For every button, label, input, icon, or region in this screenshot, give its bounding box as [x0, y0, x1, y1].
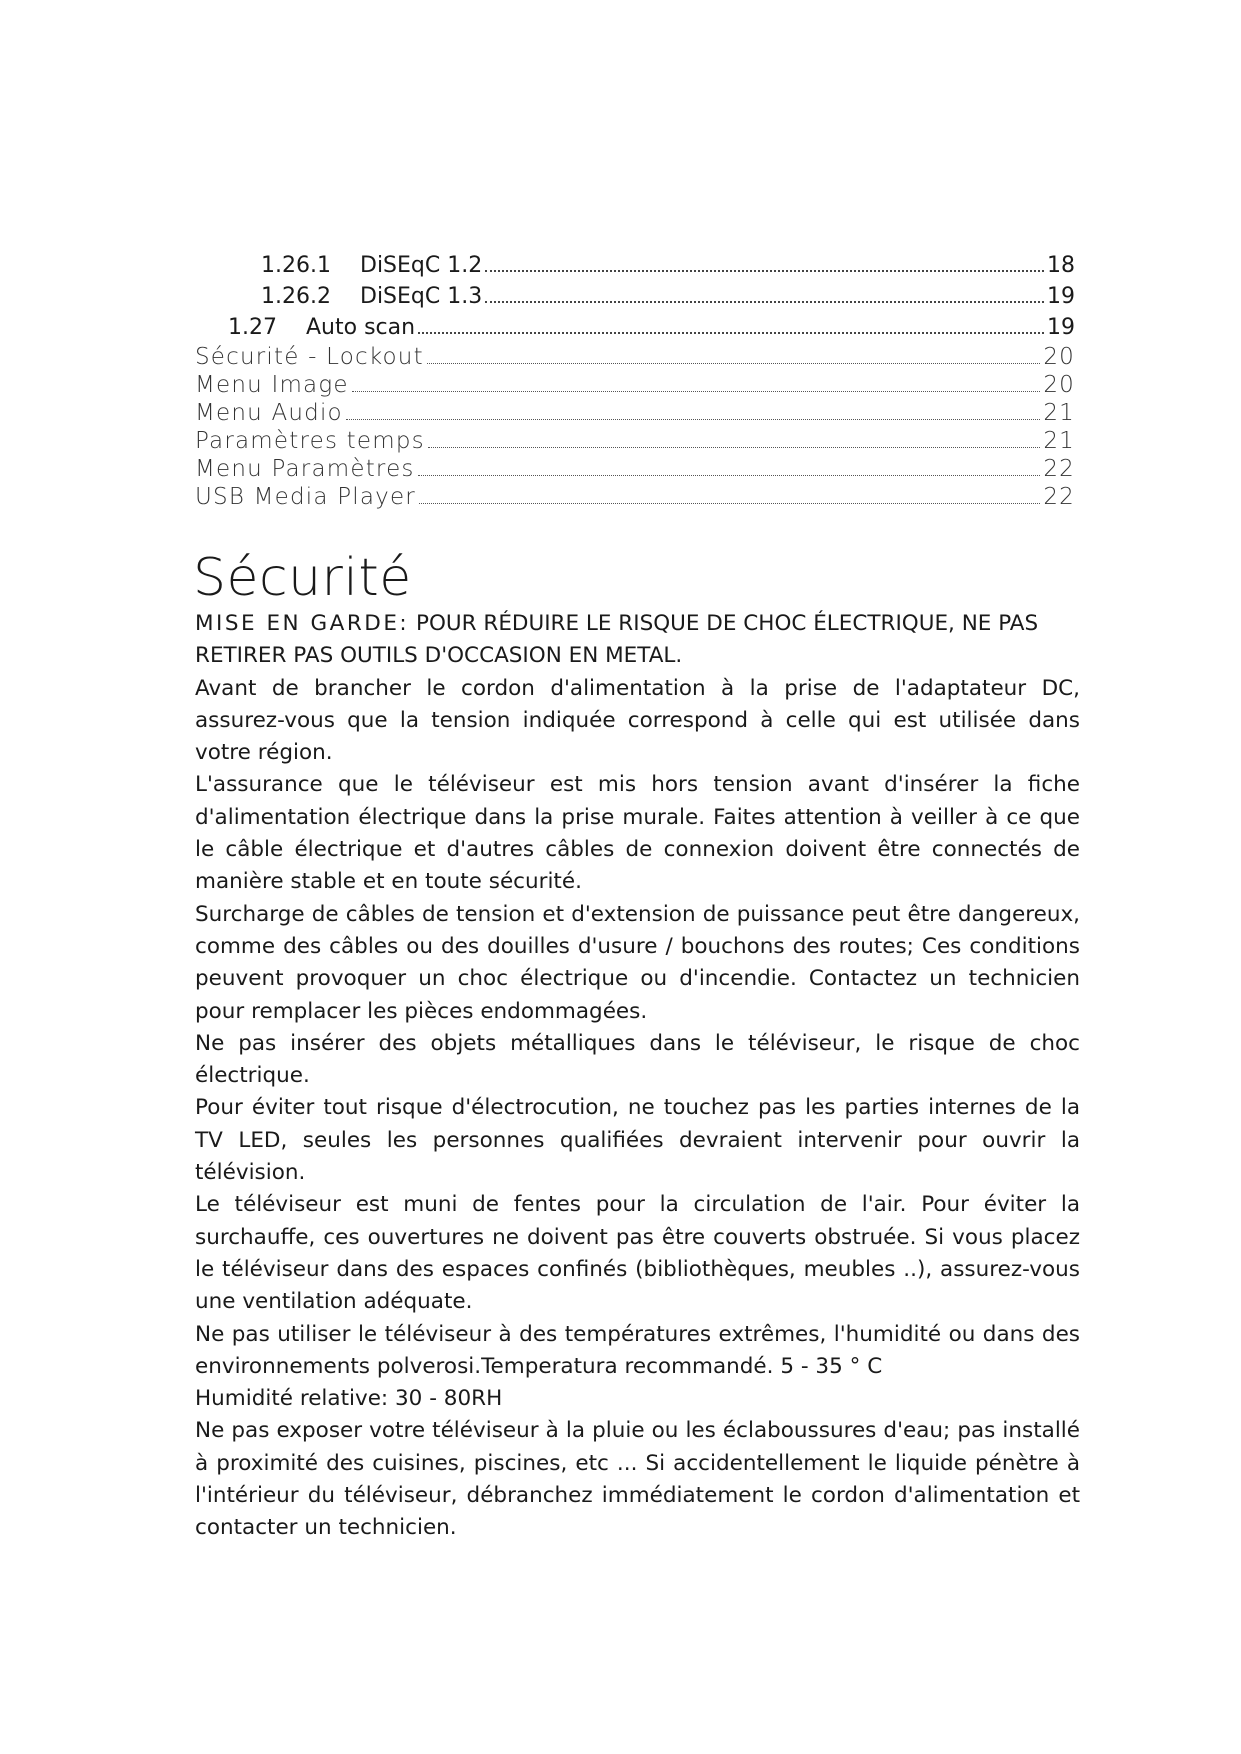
toc-entry-title: Menu Image	[195, 372, 349, 398]
toc-leader-dots	[428, 447, 1041, 448]
toc-entry[interactable]	[195, 399, 1075, 427]
paragraph: Humidité relative: 30 - 80RH	[195, 1386, 503, 1412]
table-of-contents	[195, 250, 1075, 511]
toc-leader-dots	[418, 475, 1041, 476]
paragraph: Surcharge de câbles de tension et d'extension de puissance peut être dangereux, comme des câbles ou des douilles d'usure / bouchons des routes; Ces conditions peuvent provoquer un choc électrique ou d'incendie. Contactez un technicien pour remplacer les pièces endommagées.	[195, 901, 1080, 1024]
toc-entry[interactable]	[195, 312, 1075, 343]
paragraph: L'assurance que le téléviseur est mis hors tension avant d'insérer la fiche d'alimentation électrique dans la prise murale. Faites attention à veiller à ce que le câble électrique et d'autres câbles de connexion doivent être connectés de manière stable et en toute sécurité.	[195, 772, 1080, 895]
toc-entry-page: 18	[1047, 253, 1075, 278]
warning-notice	[195, 608, 1080, 673]
toc-entry-page: 21	[1043, 428, 1075, 454]
paragraph: Ne pas exposer votre téléviseur à la pluie ou les éclaboussures d'eau; pas installé à proximité des cuisines, piscines, etc ... Si accidentellement le liquide pénètre à l'intérieur du téléviseur, débranchez immédiatement le cordon d'alimentation et contacter un technicien.	[195, 1418, 1080, 1541]
toc-leader-dots	[485, 301, 1044, 303]
section-body	[195, 608, 1080, 1545]
toc-entry-title: Menu Paramètres	[195, 456, 415, 482]
toc-entry-title: Auto scan	[306, 315, 416, 340]
toc-leader-dots	[346, 419, 1040, 420]
toc-leader-dots	[427, 363, 1041, 364]
toc-entry-title: USB Media Player	[195, 484, 416, 510]
toc-entry-title: Paramètres temps	[195, 428, 425, 454]
toc-entry-page: 20	[1043, 344, 1075, 370]
toc-entry-page: 20	[1043, 372, 1075, 398]
paragraph: Le téléviseur est muni de fentes pour la circulation de l'air. Pour éviter la surchauffe, ces ouvertures ne doivent pas être couverts obstruée. Si vous placez le téléviseur dans des espaces confinés (bibliothèques, meubles ..), assurez-vous une ventilation adéquate.	[195, 1192, 1080, 1315]
toc-entry-title: Sécurité - Lockout	[195, 344, 424, 370]
paragraph: Ne pas utiliser le téléviseur à des températures extrêmes, l'humidité ou dans des environnements polverosi.Temperatura recommandé. 5 - 35 ° C	[195, 1321, 1080, 1379]
toc-entry-title: DiSEqC 1.2	[360, 253, 483, 278]
toc-entry[interactable]	[195, 250, 1075, 281]
toc-entry[interactable]	[195, 281, 1075, 312]
toc-entry-page: 21	[1043, 400, 1075, 426]
warning-text: POUR RÉDUIRE LE RISQUE DE CHOC ÉLECTRIQUE, NE PAS RETIRER PAS OUTILS D'OCCASION EN METAL.	[195, 611, 1039, 669]
toc-entry[interactable]	[195, 343, 1075, 371]
toc-entry-page: 22	[1043, 484, 1075, 510]
paragraph: Ne pas insérer des objets métalliques dans le téléviseur, le risque de choc électrique.	[195, 1030, 1080, 1089]
toc-leader-dots	[418, 332, 1044, 334]
toc-entry-page: 19	[1047, 284, 1075, 309]
toc-entry-page: 22	[1043, 456, 1075, 482]
toc-entry-title: DiSEqC 1.3	[360, 284, 483, 309]
toc-entry[interactable]	[195, 455, 1075, 483]
toc-leader-dots	[419, 503, 1040, 504]
toc-entry-title: Menu Audio	[195, 400, 343, 426]
toc-entry-number: 1.27	[228, 315, 277, 340]
toc-leader-dots	[352, 391, 1041, 392]
toc-entry-number: 1.26.1	[261, 253, 331, 278]
toc-entry-page: 19	[1047, 315, 1075, 340]
paragraph: Avant de brancher le cordon d'alimentation à la prise de l'adaptateur DC, assurez-vous que la tension indiquée correspond à celle qui est utilisée dans votre région.	[195, 675, 1080, 766]
warning-label: MISE EN GARDE:	[195, 611, 410, 636]
toc-entry[interactable]	[195, 427, 1075, 455]
section-title: Sécurité	[193, 548, 412, 608]
paragraph: Pour éviter tout risque d'électrocution, ne touchez pas les parties internes de la TV LED, seules les personnes qualifiées devraient intervenir pour ouvrir la télévision.	[195, 1095, 1080, 1186]
toc-leader-dots	[485, 270, 1044, 272]
toc-entry-number: 1.26.2	[261, 284, 331, 309]
toc-entry[interactable]	[195, 371, 1075, 399]
toc-entry[interactable]	[195, 483, 1075, 511]
